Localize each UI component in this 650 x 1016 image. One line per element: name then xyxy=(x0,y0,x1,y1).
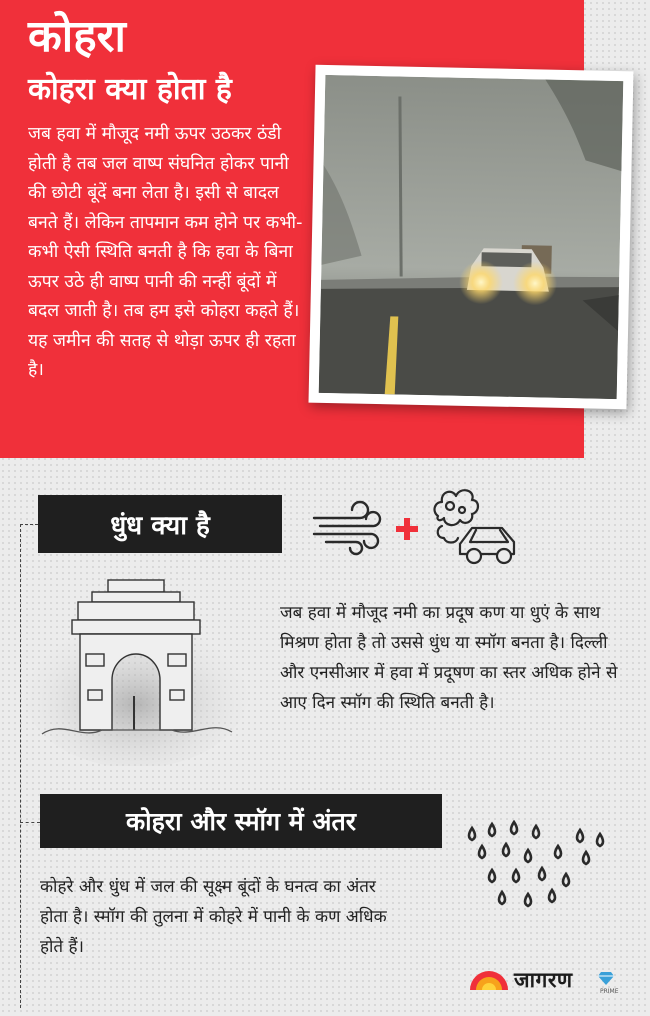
water-drops-icon xyxy=(462,820,612,920)
foggy-road-image xyxy=(319,75,624,399)
smog-heading: धुंध क्या है xyxy=(38,495,282,553)
difference-description: कोहरे और धुंध में जल की सूक्ष्म बूंदों के घनत्व का अंतर होता है। स्मॉग की तुलना में कोहरे में पानी के कण अधिक होते हैं। xyxy=(40,877,387,957)
sun-logo-icon xyxy=(468,966,510,992)
difference-heading: कोहरा और स्मॉग में अंतर xyxy=(40,794,442,848)
plus-icon xyxy=(394,516,420,542)
diamond-icon xyxy=(598,970,614,986)
fog-title: कोहरा xyxy=(28,11,126,62)
brand-name: जागरण xyxy=(514,968,573,992)
wind-icon xyxy=(312,500,384,560)
india-gate-icon xyxy=(22,570,250,766)
connector-tick xyxy=(20,524,38,525)
brand-tag: PRIME xyxy=(600,988,619,995)
car-smoke-icon xyxy=(430,482,524,568)
connector-line xyxy=(20,524,21,1008)
fog-description: जब हवा में मौजूद नमी ऊपर उठकर ठंडी होती है तब जल वाष्प संघनित होकर पानी की छोटी बूंदें बना लेता है। इसी से बादल बनते हैं। लेकिन तापमान कम होने पर कभी-कभी ऐसी स्थिति बनती है कि हवा के बिना ऊपर उठे ही वाष्प पानी की नन्हीं बूंदों में बदल जाती है। तब हम इसे कोहरा कहते हैं। यह जमीन की सतह से थोड़ा ऊपर ही रहता है। xyxy=(28,124,303,380)
fog-subtitle: कोहरा क्या होता है xyxy=(28,72,232,107)
fog-photo xyxy=(308,65,633,410)
smog-description: जब हवा में मौजूद नमी का प्रदूष कण या धुएं के साथ मिश्रण होता है तो उससे धुंध या स्मॉग बनता है। दिल्ली और एनसीआर में हवा में प्रदूषण का स्तर अधिक होने से आए दिन स्मॉग की स्थिति बनती है। xyxy=(280,603,618,713)
brand-logo xyxy=(468,964,628,998)
connector-tick xyxy=(20,822,40,823)
